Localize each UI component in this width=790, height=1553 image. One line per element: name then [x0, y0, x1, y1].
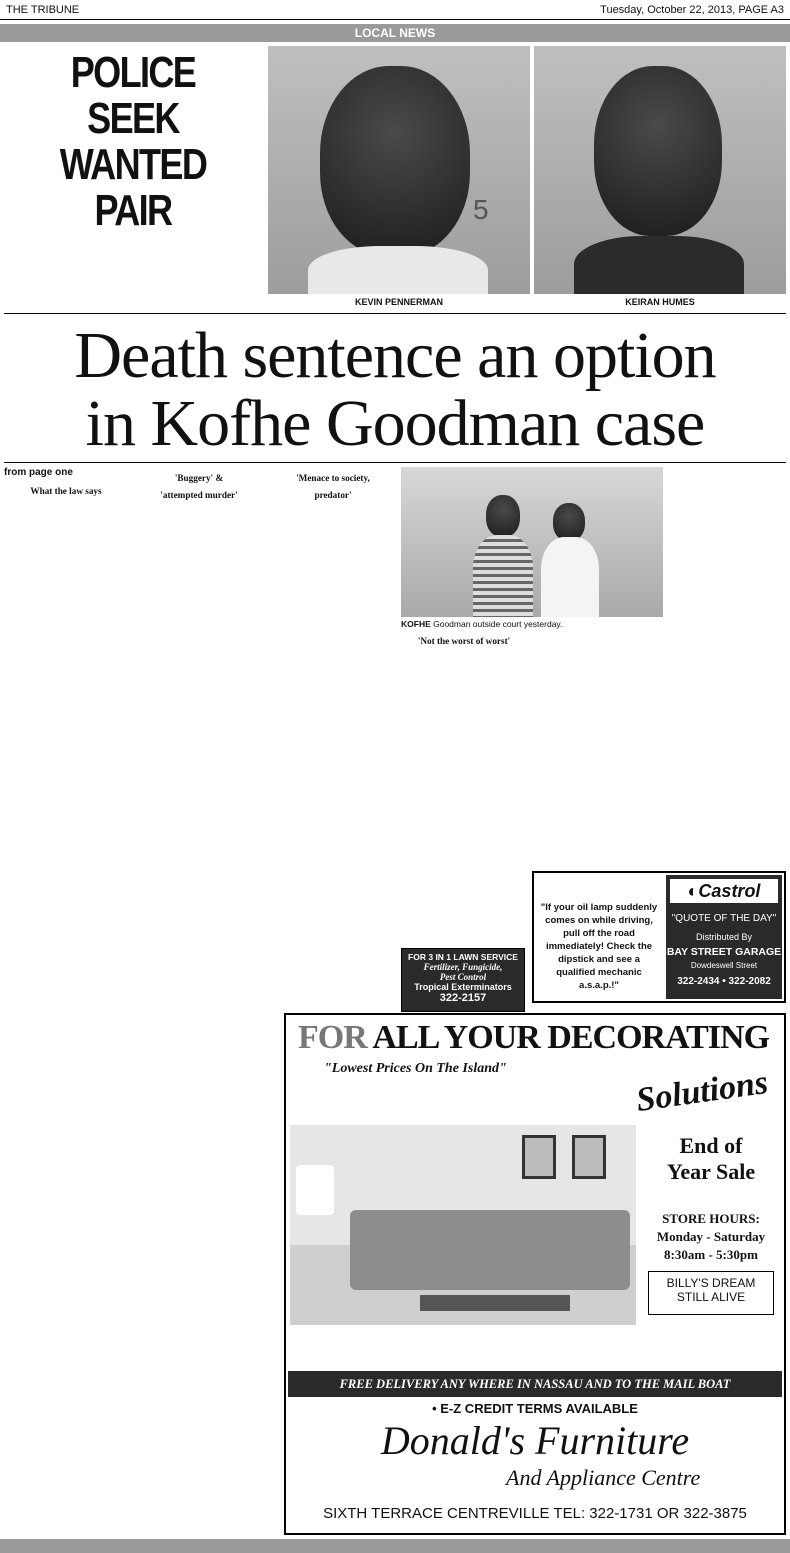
police-column-2 [135, 153, 261, 159]
main-headline-line2: in Kofhe Goodman case [85, 387, 705, 460]
furniture-ad [284, 1013, 786, 1535]
article-column-5 [533, 630, 663, 870]
from-page-one: from page one [4, 467, 73, 478]
lawn-service-ad [401, 948, 525, 1012]
billy-line2: STILL ALIVE [676, 1290, 746, 1304]
castrol-quote: "QUOTE OF THE DAY" [671, 913, 777, 924]
store-address: SIXTH TERRACE CENTREVILLE TEL: 322-1731 OR 322-3875 [323, 1505, 747, 1522]
decorating-rest: ALL YOUR DECORATING [366, 1019, 770, 1056]
subhead: predator' [314, 489, 352, 500]
ad-tagline: "Lowest Prices On The Island" [324, 1061, 507, 1076]
lawn-line2: Fertilizer, Fungicide, [423, 962, 503, 972]
castrol-distributed: Distributed By [695, 932, 753, 942]
sofa-photo [290, 1125, 636, 1325]
store-subtitle: And Appliance Centre [506, 1465, 701, 1490]
article-column-3 [270, 467, 396, 1012]
humes-shirt [574, 236, 744, 294]
store-name: Donald's Furniture [380, 1418, 690, 1463]
castrol-panel [666, 875, 782, 999]
subhead: 'Buggery' & [174, 473, 224, 483]
goodman-photo-caption [401, 619, 663, 629]
lawn-line3: Pest Control [439, 972, 487, 982]
caption-humes: KEIRAN HUMES [625, 297, 695, 307]
lamp [296, 1165, 334, 1215]
sale-line2: Year Sale [666, 1159, 756, 1184]
mugshot-pennerman [268, 46, 530, 294]
mug-mark: 5 [473, 194, 489, 225]
castrol-garage: BAY STREET GARAGE [666, 946, 782, 958]
castrol-ad [532, 871, 786, 1003]
police-headline-line2: WANTED PAIR [59, 140, 207, 235]
subhead: 'attempted murder' [160, 489, 238, 500]
hours-time: 8:30am - 5:30pm [664, 1247, 758, 1262]
officer-uniform [541, 537, 599, 617]
picture-frame [572, 1135, 606, 1179]
police-headline [31, 50, 236, 234]
goodman-shirt [473, 535, 533, 617]
article-column-4 [401, 630, 527, 870]
goodman-court-photo [401, 467, 663, 617]
credit-terms: • E-Z CREDIT TERMS AVAILABLE [432, 1401, 638, 1416]
divider [4, 462, 786, 463]
caption-name: KOFHE [401, 619, 431, 629]
coffee-table [420, 1295, 570, 1311]
castrol-icon: ◐ [687, 881, 699, 901]
subhead: 'Not the worst of worst' [417, 636, 511, 646]
police-headline-line1: POLICE SEEK [70, 48, 196, 143]
paper-name: THE TRIBUNE [6, 4, 80, 16]
caption-text: Goodman outside court yesterday. [430, 619, 563, 629]
page-header [0, 0, 790, 20]
police-column-1 [4, 153, 130, 159]
castrol-street: Dowdeswell Street [690, 961, 758, 970]
billy-box [648, 1271, 774, 1315]
subhead: 'Menace to society, [296, 473, 370, 483]
decorating-for: FOR [298, 1019, 367, 1056]
page-date: Tuesday, October 22, 2013, PAGE A3 [600, 4, 784, 16]
castrol-brand: Castrol [698, 881, 761, 901]
main-headline-line1: Death sentence an option [74, 319, 716, 392]
section-banner: LOCAL NEWS [0, 24, 790, 42]
article-column-2 [134, 467, 264, 1535]
humes-head [594, 66, 722, 236]
hours-days: Monday - Saturday [656, 1229, 766, 1244]
hours-title: STORE HOURS: [662, 1211, 760, 1226]
goodman-head [486, 495, 520, 537]
article-column-6 [668, 467, 786, 867]
sofa [350, 1210, 630, 1290]
article-column-1 [4, 480, 128, 1535]
castrol-phones: 322-2434 • 322-2082 [677, 976, 771, 987]
main-headline [0, 319, 790, 460]
mugshot-humes [534, 46, 786, 294]
pennerman-shirt [308, 246, 488, 294]
castrol-tip: "If your oil lamp suddenly comes on while driving, pull off the road immediately! Check the dipstick and see a qualified mechanic a.s.a.p.!" [540, 902, 658, 991]
officer-head [553, 503, 585, 541]
delivery-banner: FREE DELIVERY ANY WHERE IN NASSAU AND TO THE MAIL BOAT [288, 1371, 782, 1397]
divider [4, 313, 786, 314]
billy-line1: BILLY'S DREAM [666, 1276, 756, 1290]
lawn-line4: Tropical Exterminators [414, 982, 512, 992]
decorating-headline [298, 1019, 769, 1057]
solutions-script: Solutions [633, 1063, 771, 1120]
lawn-line1: FOR 3 IN 1 LAWN SERVICE [408, 952, 518, 962]
caption-pennerman: KEVIN PENNERMAN [354, 297, 443, 307]
sale-line1: End of [679, 1133, 743, 1158]
footer-bar [0, 1539, 790, 1553]
pennerman-head [320, 66, 470, 256]
picture-frame [522, 1135, 556, 1179]
lawn-phone: 322-2157 [439, 992, 487, 1004]
castrol-logo [670, 879, 778, 903]
subhead: What the law says [30, 486, 102, 496]
